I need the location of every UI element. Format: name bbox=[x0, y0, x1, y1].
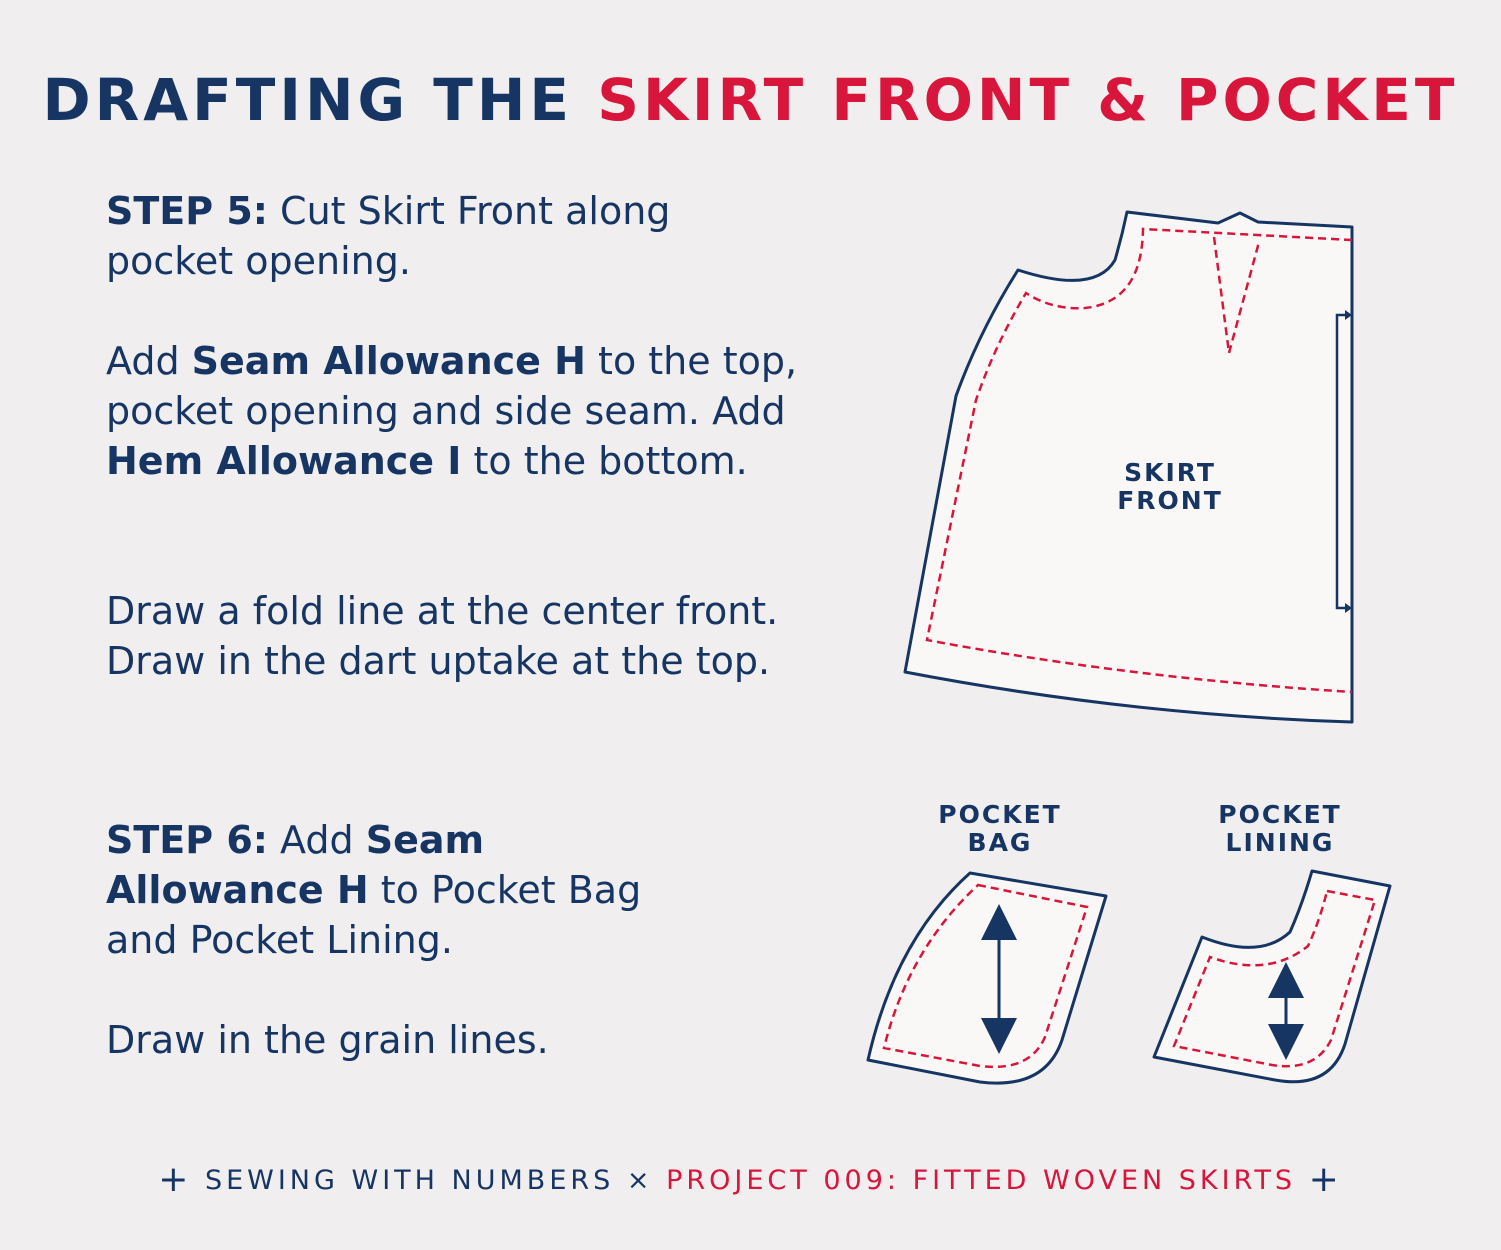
step5-text-2e: to the bottom. bbox=[461, 439, 748, 483]
footer bbox=[0, 1160, 1501, 1201]
skirt-front-label-line-2: FRONT bbox=[1117, 486, 1223, 515]
step6-text-1c: to Pocket Bag and Pocket Lining. bbox=[106, 868, 642, 962]
step5-paragraph-3: Draw a fold line at the center front. Draw in the dart uptake at the top. bbox=[106, 589, 779, 683]
pocket-lining-label-line-1: POCKET bbox=[1218, 800, 1342, 829]
skirt-front-label bbox=[1092, 459, 1248, 515]
step6-label: STEP 6: bbox=[106, 818, 268, 862]
pocket-lining-outline bbox=[1154, 871, 1390, 1082]
pocket-bag-label-line-2: BAG bbox=[967, 828, 1033, 857]
step5-text-2a: Add bbox=[106, 339, 192, 383]
title-prefix: DRAFTING THE bbox=[42, 66, 574, 134]
pocket-bag-label bbox=[920, 801, 1080, 857]
footer-plus-right: + bbox=[1308, 1159, 1343, 1200]
footer-project-name: PROJECT 009: FITTED WOVEN SKIRTS bbox=[666, 1165, 1297, 1196]
pocket-bag-label-line-1: POCKET bbox=[938, 800, 1062, 829]
pocket-lining-label-line-2: LINING bbox=[1225, 828, 1335, 857]
footer-plus-left: + bbox=[158, 1159, 193, 1200]
seam-allowance-h-term: Seam Allowance H bbox=[191, 339, 586, 383]
hem-allowance-i-term: Hem Allowance I bbox=[106, 439, 462, 483]
footer-times-sign: × bbox=[626, 1165, 654, 1196]
step6-seam-allowance-term: Seam Allowance H bbox=[106, 818, 485, 912]
step6-paragraph-2: Draw in the grain lines. bbox=[106, 1018, 549, 1062]
step5-text-1: Cut Skirt Front along pocket opening. bbox=[106, 189, 671, 283]
title-accent: SKIRT FRONT & POCKET bbox=[597, 66, 1459, 134]
footer-series-name: SEWING WITH NUMBERS bbox=[204, 1165, 615, 1196]
step5-label: STEP 5: bbox=[106, 189, 268, 233]
step5-text-2c: to the top, pocket opening and side seam. Add bbox=[106, 339, 798, 433]
skirt-front-label-line-1: SKIRT bbox=[1124, 458, 1216, 487]
step6-text-1a: Add bbox=[267, 818, 366, 862]
pocket-lining-label bbox=[1200, 801, 1360, 857]
pocket-bag-piece bbox=[868, 873, 1106, 1083]
pocket-lining-piece bbox=[1154, 871, 1390, 1082]
